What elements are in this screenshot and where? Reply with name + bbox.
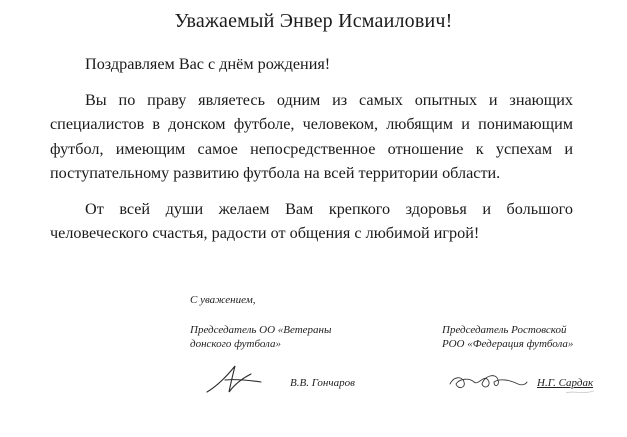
letter-paragraph-2: Вы по праву являетесь одним из самых опытных и знающих специалистов в донском футболе, человеком, любящим и понимающим футбол, имеющим самое непосредственное отношение к успехам и поступательному развитию футбола на всей территории области. [50, 90, 573, 182]
left-title-line-1: Председатель ОО «Ветераны [190, 324, 332, 336]
letter-greeting: Уважаемый Энвер Исмаилович! [174, 10, 453, 32]
closing-phrase: С уважением, [190, 294, 256, 306]
right-signatory-title [442, 323, 573, 351]
right-title-line-2: РОО «Федерация футбола» [442, 338, 574, 350]
right-title-line-1: Председатель Ростовской [442, 324, 567, 336]
left-signatory-title [190, 323, 331, 351]
letter-paragraph-1: Поздравляем Вас с днём рождения! [85, 55, 331, 73]
left-signatory-name: В.В. Гончаров [290, 377, 355, 389]
letter-paragraph-3: От всей души желаем Вам крепкого здоровья и большого человеческого счастья, радости от общения с любимой игрой! [50, 199, 573, 242]
right-signatory-name: Н.Г. Сардак [537, 377, 594, 389]
left-title-line-2: донского футбола» [190, 338, 281, 350]
left-handwritten-signature [205, 362, 265, 396]
faint-ink-mark [565, 388, 595, 396]
letter-body [50, 52, 573, 257]
right-handwritten-signature [448, 366, 528, 392]
